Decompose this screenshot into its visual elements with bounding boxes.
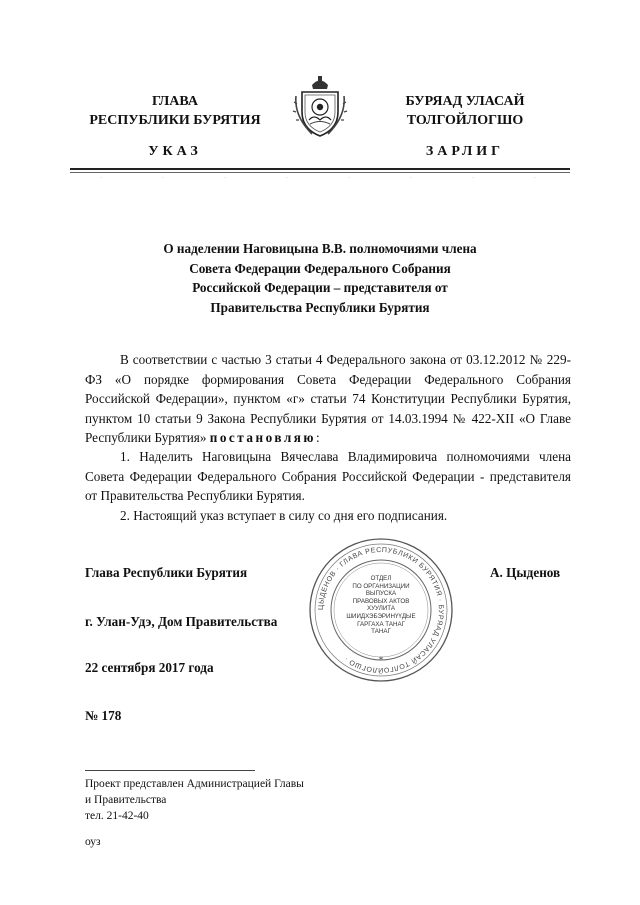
stamp-center-text [341,575,421,636]
official-stamp [308,537,454,683]
doc-type-left: УКАЗ [148,144,202,159]
preamble-text: В соответствии с частью 3 статьи 4 Федерального закона от 03.12.2012 № 229-ФЗ «О порядке формирования Совета Федерации Федерального Собрания Российской Федерации», пунктом «г» статьи 74 Конституции Республики Бурятия, пунктом 10 статьи 9 Закона Республики Бурятия от 14.03.1994 № 422-XII «О Главе Республики Бурятия» [85,352,571,445]
footer-line2: и Правительства [85,794,167,806]
title-line2: Совета Федерации Федерального Собрания [189,260,451,276]
title-line4: Правительства Республики Бурятия [210,299,430,315]
footer-note [85,776,385,824]
preamble-paragraph [85,350,571,448]
stamp-line7: ГАРГАХА ТАHАГ [357,620,405,628]
signature-place: г. Улан-Удэ, Дом Правительства [85,614,278,629]
title-line3: Российской Федерации – представителя от [192,280,448,295]
signature-date: 22 сентября 2017 года [85,660,214,675]
header-divider-thick [70,168,570,170]
stamp-line5: ХУУЛИТА [367,605,395,613]
footer-code: оуз [85,836,101,848]
coat-of-arms-icon [292,74,348,138]
stamp-line4: ПРАВОВЫХ АКТОВ [352,597,410,605]
decree-number: № 178 [85,708,122,723]
header-right-line2: ТОЛГОЙЛОГШО [406,113,524,128]
signature-position: Глава Республики Бурятия [85,565,248,580]
header-right-title [360,92,570,130]
decree-item-2: 2. Настоящий указ вступает в силу со дня его подписания. [120,508,448,523]
header-left-line1: ГЛАВА [152,94,198,109]
footer-divider [85,770,255,771]
footer-line3: тел. 21-42-40 [85,810,149,822]
decree-item-1: 1. Наделить Наговицына Вячеслава Владимировича полномочиями члена Совета Федерации Федерального Собрания Российской Федерации - представителя от Правительства Республики Бурятия. [85,449,571,503]
doc-type-right: ЗАРЛИГ [425,144,505,159]
signature-name: А. Цыденов [490,565,561,580]
header-right-line1: БУРЯАД УЛАСАЙ [405,94,525,109]
svg-text:*: * [378,655,384,665]
footer-line1: Проект представлен Администрацией Главы [85,778,304,790]
stamp-ring-text: ЦЫДЕНОВ · ГЛАВА РЕСПУБЛИКИ БУРЯТИЯ · БУРЯАД УЛАСАЙ ТОЛГОЙЛОГШО · [317,546,445,674]
stamp-line3: ВЫПУСКА [365,590,397,598]
decree-colon: : [315,430,320,445]
header-divider-thin [70,172,570,173]
decree-keyword: постановляю [209,430,316,445]
stamp-line8: ТАHАГ [371,628,391,636]
stamp-line6: ШИИДХЭБЭРИНҮҮДЫЕ [346,612,416,620]
decree-title [120,239,520,317]
stamp-line2: ПО ОРГАНИЗАЦИИ [352,582,410,590]
stamp-line1: ОТДЕЛ [370,575,392,582]
title-line1: О наделении Наговицына В.В. полномочиями члена [163,241,477,256]
header-left-line2: РЕСПУБЛИКИ БУРЯТИЯ [89,113,261,128]
header-dotted-line [70,177,570,178]
header-left-title [70,92,280,130]
